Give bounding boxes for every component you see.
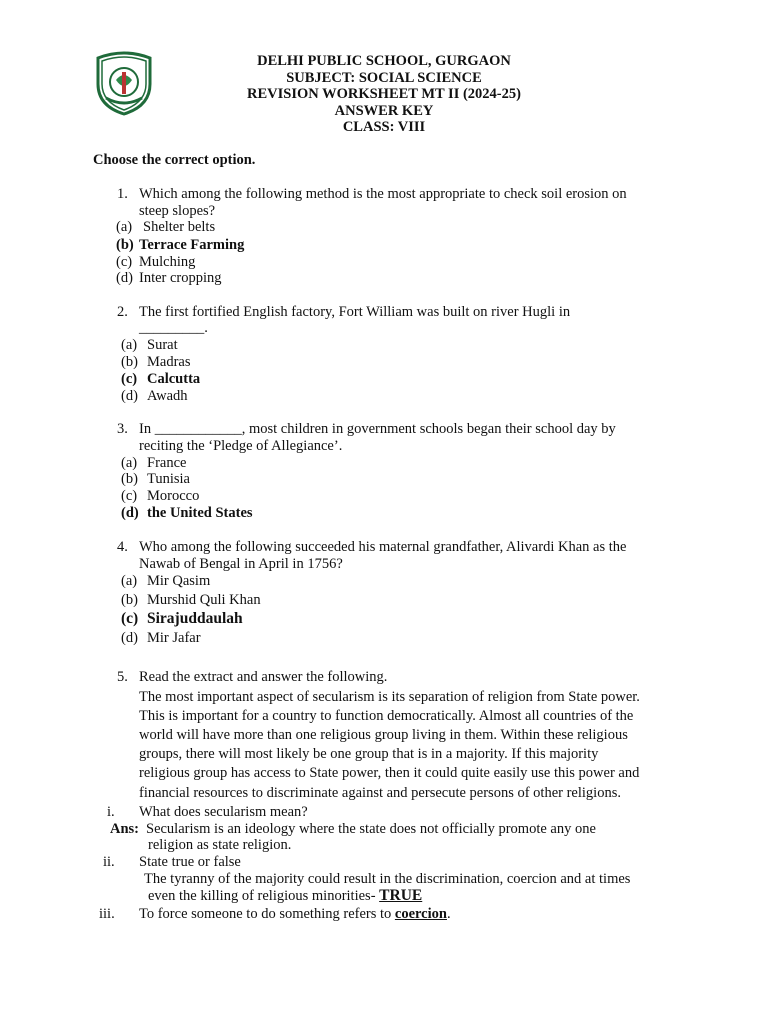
question-text-line: Nawab of Bengal in April in 1756?: [139, 556, 343, 572]
answer-label: Ans:: [110, 821, 140, 837]
option-text-correct: Calcutta: [147, 371, 201, 387]
option-label: (b): [121, 471, 138, 487]
option-label: (c): [121, 488, 138, 504]
extract-line: groups, there will most likely be one group that is in a majority. If this majority: [139, 746, 599, 762]
option-text: Murshid Quli Khan: [147, 592, 261, 608]
option-text: France: [147, 455, 187, 471]
option-text: Awadh: [147, 388, 188, 404]
document-type: ANSWER KEY: [334, 102, 434, 119]
question-text-line: steep slopes?: [139, 203, 216, 219]
option-text: Mir Qasim: [147, 573, 211, 589]
question-text-line: In ____________, most children in government schools began their school day by: [139, 421, 616, 437]
sentence-end: .: [446, 906, 451, 922]
extract-line: This is important for a country to function democratically. Almost all countries of the: [139, 708, 634, 724]
statement-text: even the killing of religious minorities-: [148, 888, 380, 904]
sub-question-text: What does secularism mean?: [139, 804, 308, 820]
fill-answer: coercion: [394, 906, 447, 922]
document-header: [0, 53, 768, 136]
class-line: CLASS: VIII: [342, 119, 426, 135]
option-label: (a): [116, 219, 133, 235]
option-text-correct: Terrace Farming: [139, 237, 245, 253]
option-label: (b): [121, 354, 138, 370]
option-text: Shelter belts: [143, 219, 216, 235]
question-text-line: Which among the following method is the most appropriate to check soil erosion on: [139, 186, 627, 202]
option-text-correct: the United States: [147, 505, 253, 521]
question-number: 5.: [117, 669, 128, 685]
sub-question-with-answer: [139, 906, 451, 923]
sub-question-number: i.: [107, 804, 115, 820]
sub-question-number: iii.: [99, 906, 115, 922]
option-label: (d): [116, 270, 133, 286]
true-false-answer: TRUE: [379, 887, 423, 904]
option-text: Mir Jafar: [147, 630, 201, 646]
question-text-line: Read the extract and answer the following.: [139, 669, 388, 685]
option-label-correct: (d): [121, 505, 139, 521]
option-text: Inter cropping: [139, 270, 222, 286]
option-label: (c): [116, 254, 133, 270]
option-text: Surat: [147, 337, 178, 353]
sub-question-text: To force someone to do something refers to: [139, 906, 395, 922]
subject-line: SUBJECT: SOCIAL SCIENCE: [286, 69, 482, 86]
statement-line-with-answer: [148, 887, 422, 905]
question-text-line: _________.: [139, 320, 208, 336]
extract-line: The most important aspect of secularism is its separation of religion from State power.: [139, 689, 640, 705]
instruction: Choose the correct option.: [93, 152, 256, 168]
question-number: 1.: [117, 186, 128, 202]
option-label: (a): [121, 337, 138, 353]
question-number: 3.: [117, 421, 128, 437]
option-text: Tunisia: [147, 471, 190, 487]
option-text-correct: Sirajuddaulah: [147, 610, 243, 627]
option-text: Morocco: [147, 488, 200, 504]
sub-question-text: State true or false: [139, 854, 241, 870]
question-text-line: The first fortified English factory, Fort William was built on river Hugli in: [139, 304, 571, 320]
answer-text-line: Secularism is an ideology where the state does not officially promote any one: [146, 821, 596, 837]
option-text: Madras: [147, 354, 191, 370]
option-text: Mulching: [139, 254, 196, 270]
option-label: (a): [121, 573, 138, 589]
extract-line: religious group has access to State power, then it could quite easily use this power and: [139, 765, 640, 781]
extract-line: financial resources to discriminate against and persecute persons of other religions.: [139, 785, 621, 801]
question-text-line: reciting the ‘Pledge of Allegiance’.: [139, 438, 343, 454]
worksheet-title: REVISION WORKSHEET MT II (2024-25): [247, 86, 521, 102]
option-label: (d): [121, 388, 138, 404]
option-label-correct: (b): [116, 237, 134, 253]
option-label: (d): [121, 630, 138, 646]
extract-line: world will have more than one religious group living in them. Within these religious: [139, 727, 628, 743]
option-label: (b): [121, 592, 138, 608]
option-label: (a): [121, 455, 138, 471]
option-label-correct: (c): [121, 371, 138, 387]
question-number: 2.: [117, 304, 128, 320]
sub-question-number: ii.: [103, 854, 115, 870]
question-number: 4.: [117, 539, 128, 555]
option-label-correct: (c): [121, 610, 139, 627]
statement-line: The tyranny of the majority could result in the discrimination, coercion and at times: [144, 871, 631, 887]
answer-text-line: religion as state religion.: [148, 837, 292, 853]
question-text-line: Who among the following succeeded his maternal grandfather, Alivardi Khan as the: [139, 539, 627, 555]
school-name: DELHI PUBLIC SCHOOL, GURGAON: [257, 53, 511, 69]
